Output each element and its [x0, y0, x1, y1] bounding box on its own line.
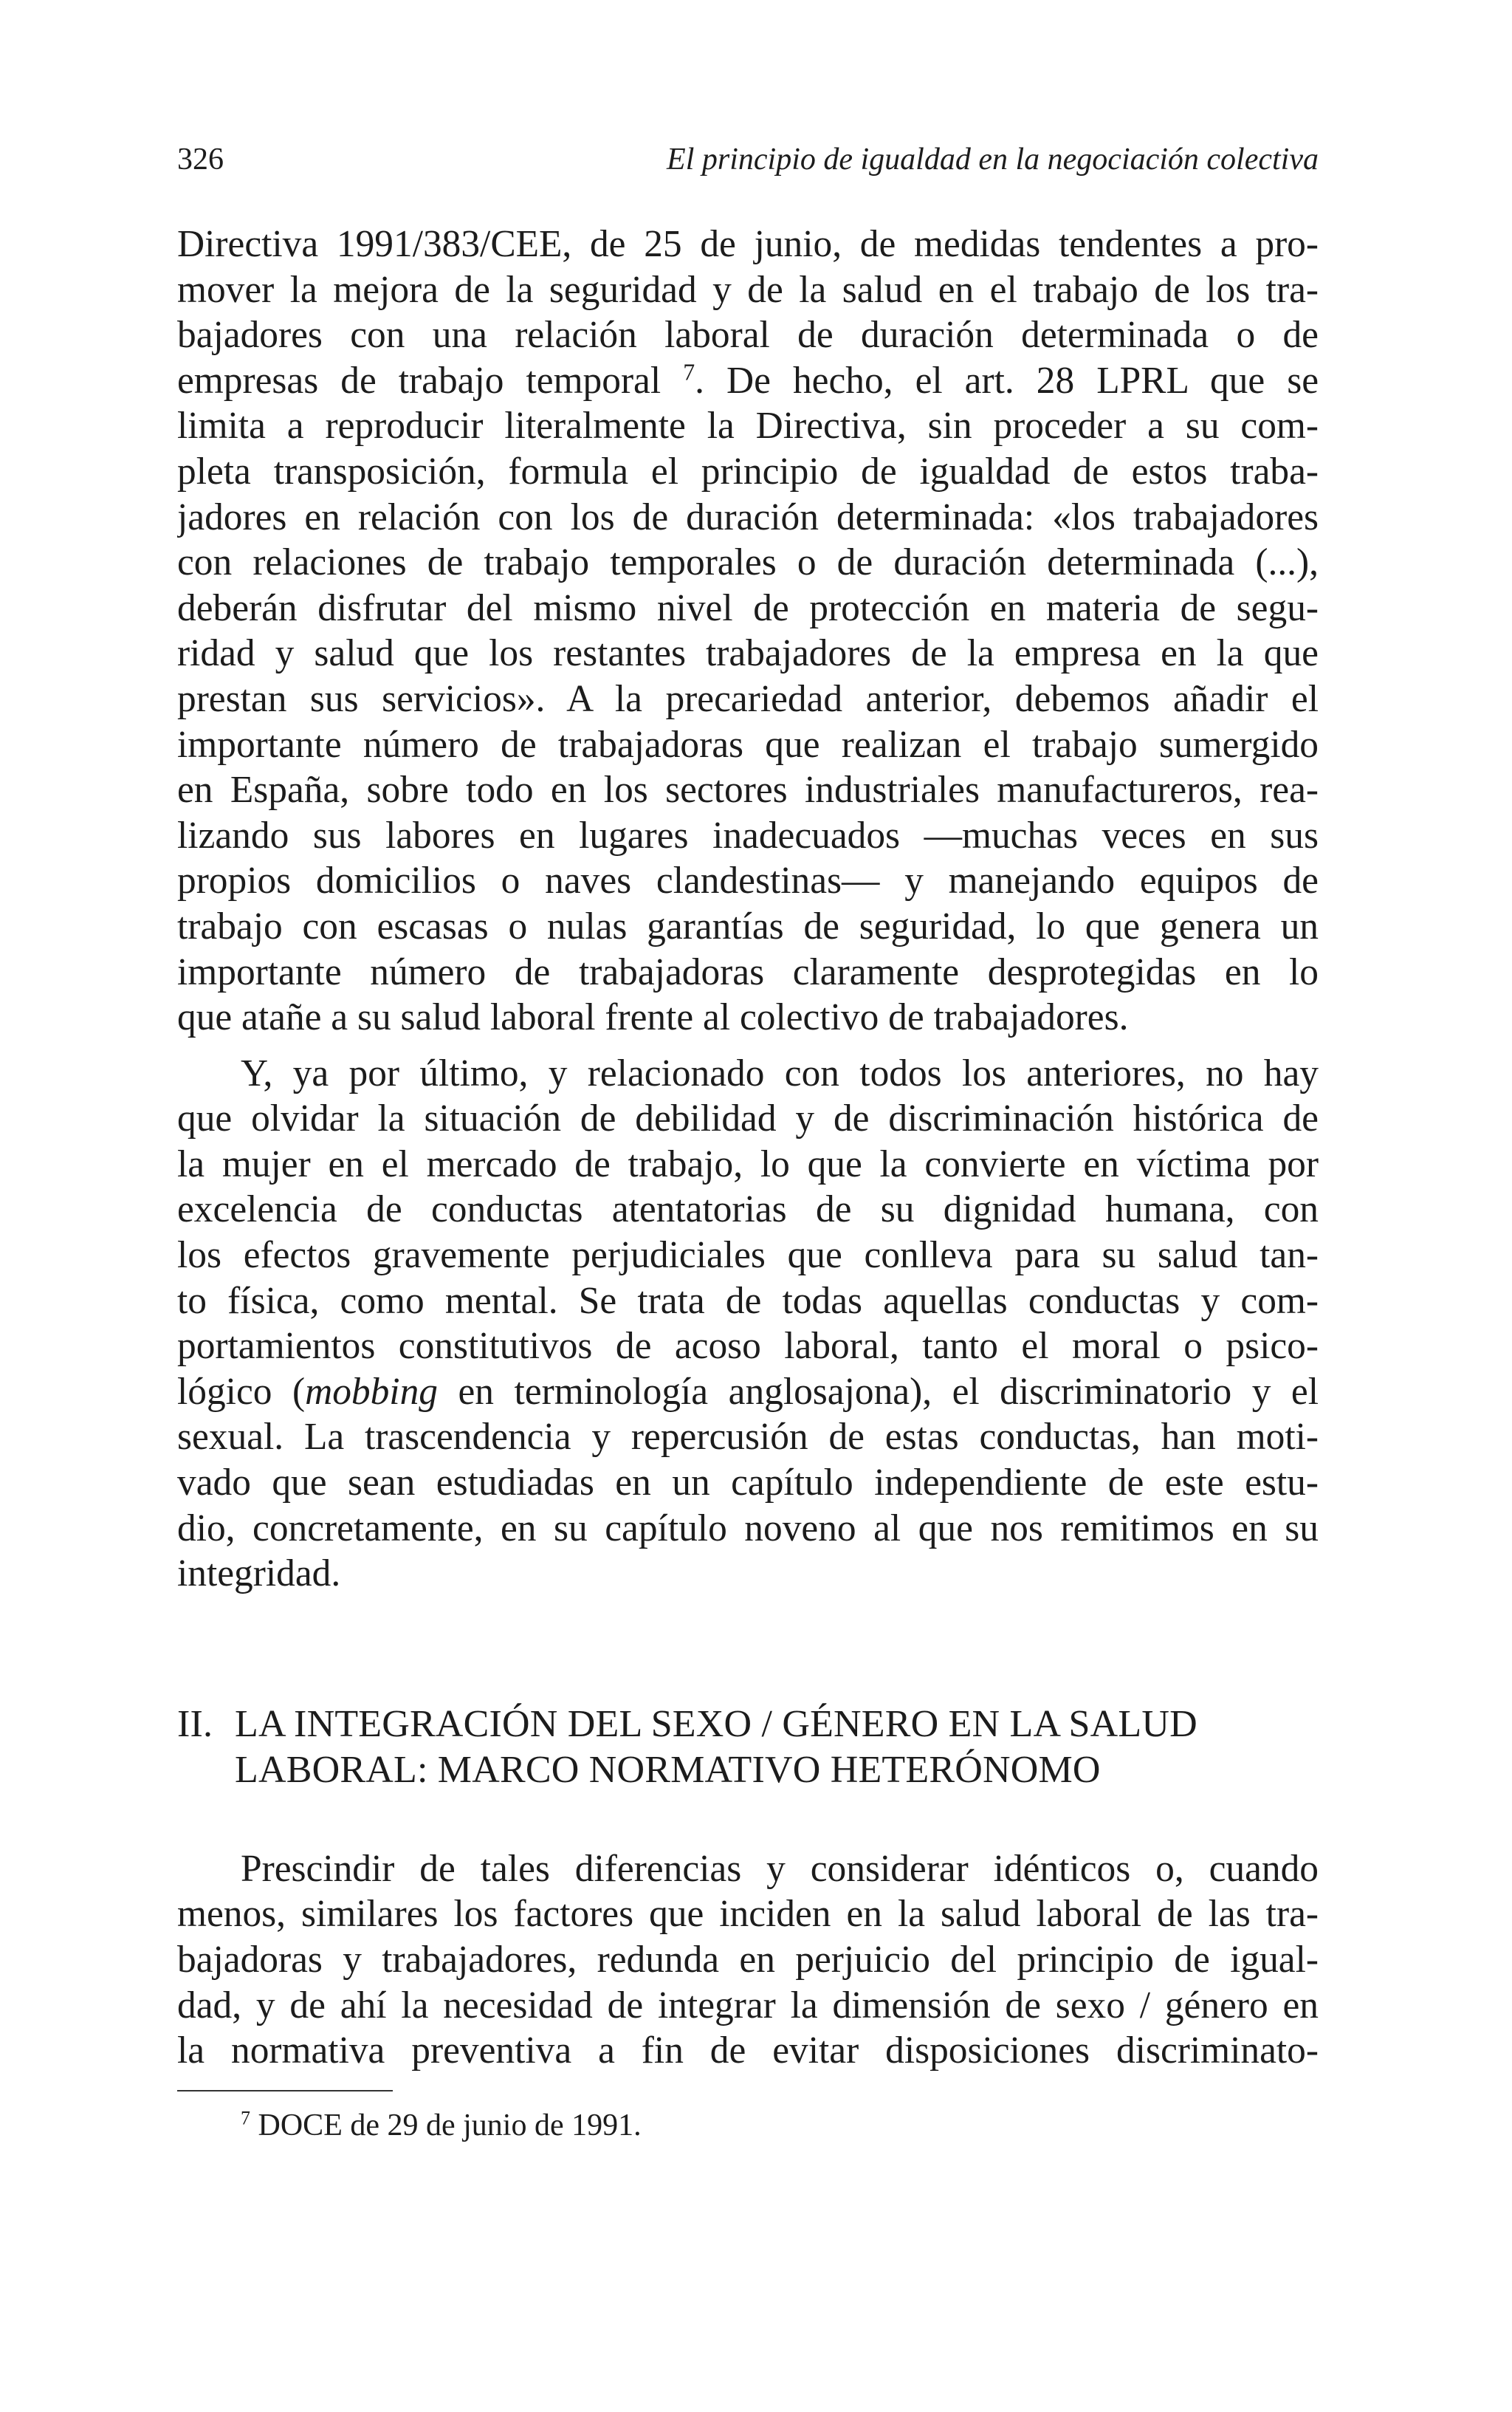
paragraph-2 [177, 1051, 1319, 1597]
footnote-reference: 7 [683, 359, 695, 386]
text-line: con relaciones de trabajo temporales o de duración determinada (...), [177, 541, 1319, 584]
text-line: la mujer en el mercado de trabajo, lo que la convierte en víctima por [177, 1142, 1319, 1185]
text-line: ridad y salud que los restantes trabajadores de la empresa en la que [177, 632, 1319, 675]
footnote [241, 2106, 642, 2145]
text-line: jadores en relación con los de duración determinada: «los trabajadores [177, 496, 1319, 538]
page-number: 326 [177, 143, 224, 177]
italic-term: mobbing [305, 1370, 438, 1413]
heading-line-1 [177, 1702, 1319, 1747]
text-line: los efectos gravemente perjudiciales que conlleva para su salud tan- [177, 1234, 1319, 1277]
heading-line-2: LABORAL: MARCO NORMATIVO HETERÓNOMO [235, 1748, 1101, 1791]
text-line: sexual. La trascendencia y repercusión de estas conductas, han moti- [177, 1416, 1319, 1459]
text-line: prestan sus servicios». A la precariedad anterior, debemos añadir el [177, 677, 1319, 720]
text-line: bajadores con una relación laboral de duración determinada o de [177, 314, 1319, 357]
text-line: limita a reproducir literalmente la Directiva, sin proceder a su com- [177, 405, 1319, 448]
footnote-divider [177, 2090, 393, 2091]
text-line: en España, sobre todo en los sectores industriales manufactureros, rea- [177, 769, 1319, 812]
text-line: menos, similares los factores que inciden en la salud laboral de las tra- [177, 1893, 1319, 1936]
text-line: dad, y de ahí la necesidad de integrar la dimensión de sexo / género en [177, 1984, 1319, 2026]
text-line: pleta transposición, formula el principio de igualdad de estos traba- [177, 450, 1319, 493]
text-line: portamientos constitutivos de acoso laboral, tanto el moral o psico- [177, 1325, 1319, 1368]
text-line: propios domicilios o naves clandestinas— y manejando equipos de [177, 860, 1319, 902]
text-fragment: lógico ( [177, 1370, 306, 1413]
text-line: la normativa preventiva a fin de evitar disposiciones discriminato- [177, 2029, 1319, 2072]
footnote-marker: 7 [241, 2107, 251, 2129]
text-line: importante número de trabajadoras claramente desprotegidas en lo [177, 950, 1319, 993]
text-line: lizando sus labores en lugares inadecuados —muchas veces en sus [177, 814, 1319, 857]
text-line: to física, como mental. Se trata de todas aquellas conductas y com- [177, 1279, 1319, 1322]
section-number: II. [177, 1702, 213, 1745]
running-title: El principio de igualdad en la negociación colectiva [667, 143, 1319, 177]
paragraph-1 [177, 222, 1319, 1041]
text-line: mover la mejora de la seguridad y de la salud en el trabajo de los tra- [177, 268, 1319, 311]
paragraph-spacer [177, 1041, 1319, 1051]
text-line: deberán disfrutar del mismo nivel de protección en materia de segu- [177, 586, 1319, 629]
text-fragment: empresas de trabajo temporal [177, 359, 662, 402]
section-spacer [177, 1597, 1319, 1702]
text-fragment: en terminología anglosajona), el discriminatorio y el [437, 1370, 1319, 1413]
section-heading [177, 1702, 1319, 1793]
text-line [177, 358, 1319, 404]
text-line: Y, ya por último, y relacionado con todos los anteriores, no hay [241, 1052, 1319, 1094]
body-text [177, 222, 1319, 2074]
text-line: bajadoras y trabajadores, redunda en perjuicio del principio de igual- [177, 1939, 1319, 1981]
text-line: excelencia de conductas atentatorias de su dignidad humana, con [177, 1188, 1319, 1231]
text-line: Prescindir de tales diferencias y considerar idénticos o, cuando [241, 1847, 1319, 1890]
text-fragment: . De hecho, el art. 28 LPRL que se [695, 359, 1319, 402]
text-line: que olvidar la situación de debilidad y de discriminación histórica de [177, 1097, 1319, 1140]
footnote-text: DOCE de 29 de junio de 1991. [250, 2108, 642, 2142]
text-line: que atañe a su salud laboral frente al colectivo de trabajadores. [177, 996, 1129, 1039]
text-line: integridad. [177, 1552, 341, 1595]
text-line: Directiva 1991/383/CEE, de 25 de junio, de medidas tendentes a pro- [177, 223, 1319, 265]
heading-text: LA INTEGRACIÓN DEL SEXO / GÉNERO EN LA SALUD [235, 1702, 1197, 1745]
text-line: trabajo con escasas o nulas garantías de seguridad, lo que genera un [177, 905, 1319, 948]
text-line: dio, concretamente, en su capítulo noveno al que nos remitimos en su [177, 1507, 1319, 1549]
page-header [177, 139, 1319, 180]
heading-spacer [177, 1793, 1319, 1846]
text-line: vado que sean estudiadas en un capítulo independiente de este estu- [177, 1462, 1319, 1504]
paragraph-3 [177, 1846, 1319, 2074]
text-line [177, 1369, 1319, 1415]
text-line: importante número de trabajadoras que realizan el trabajo sumergido [177, 723, 1319, 766]
